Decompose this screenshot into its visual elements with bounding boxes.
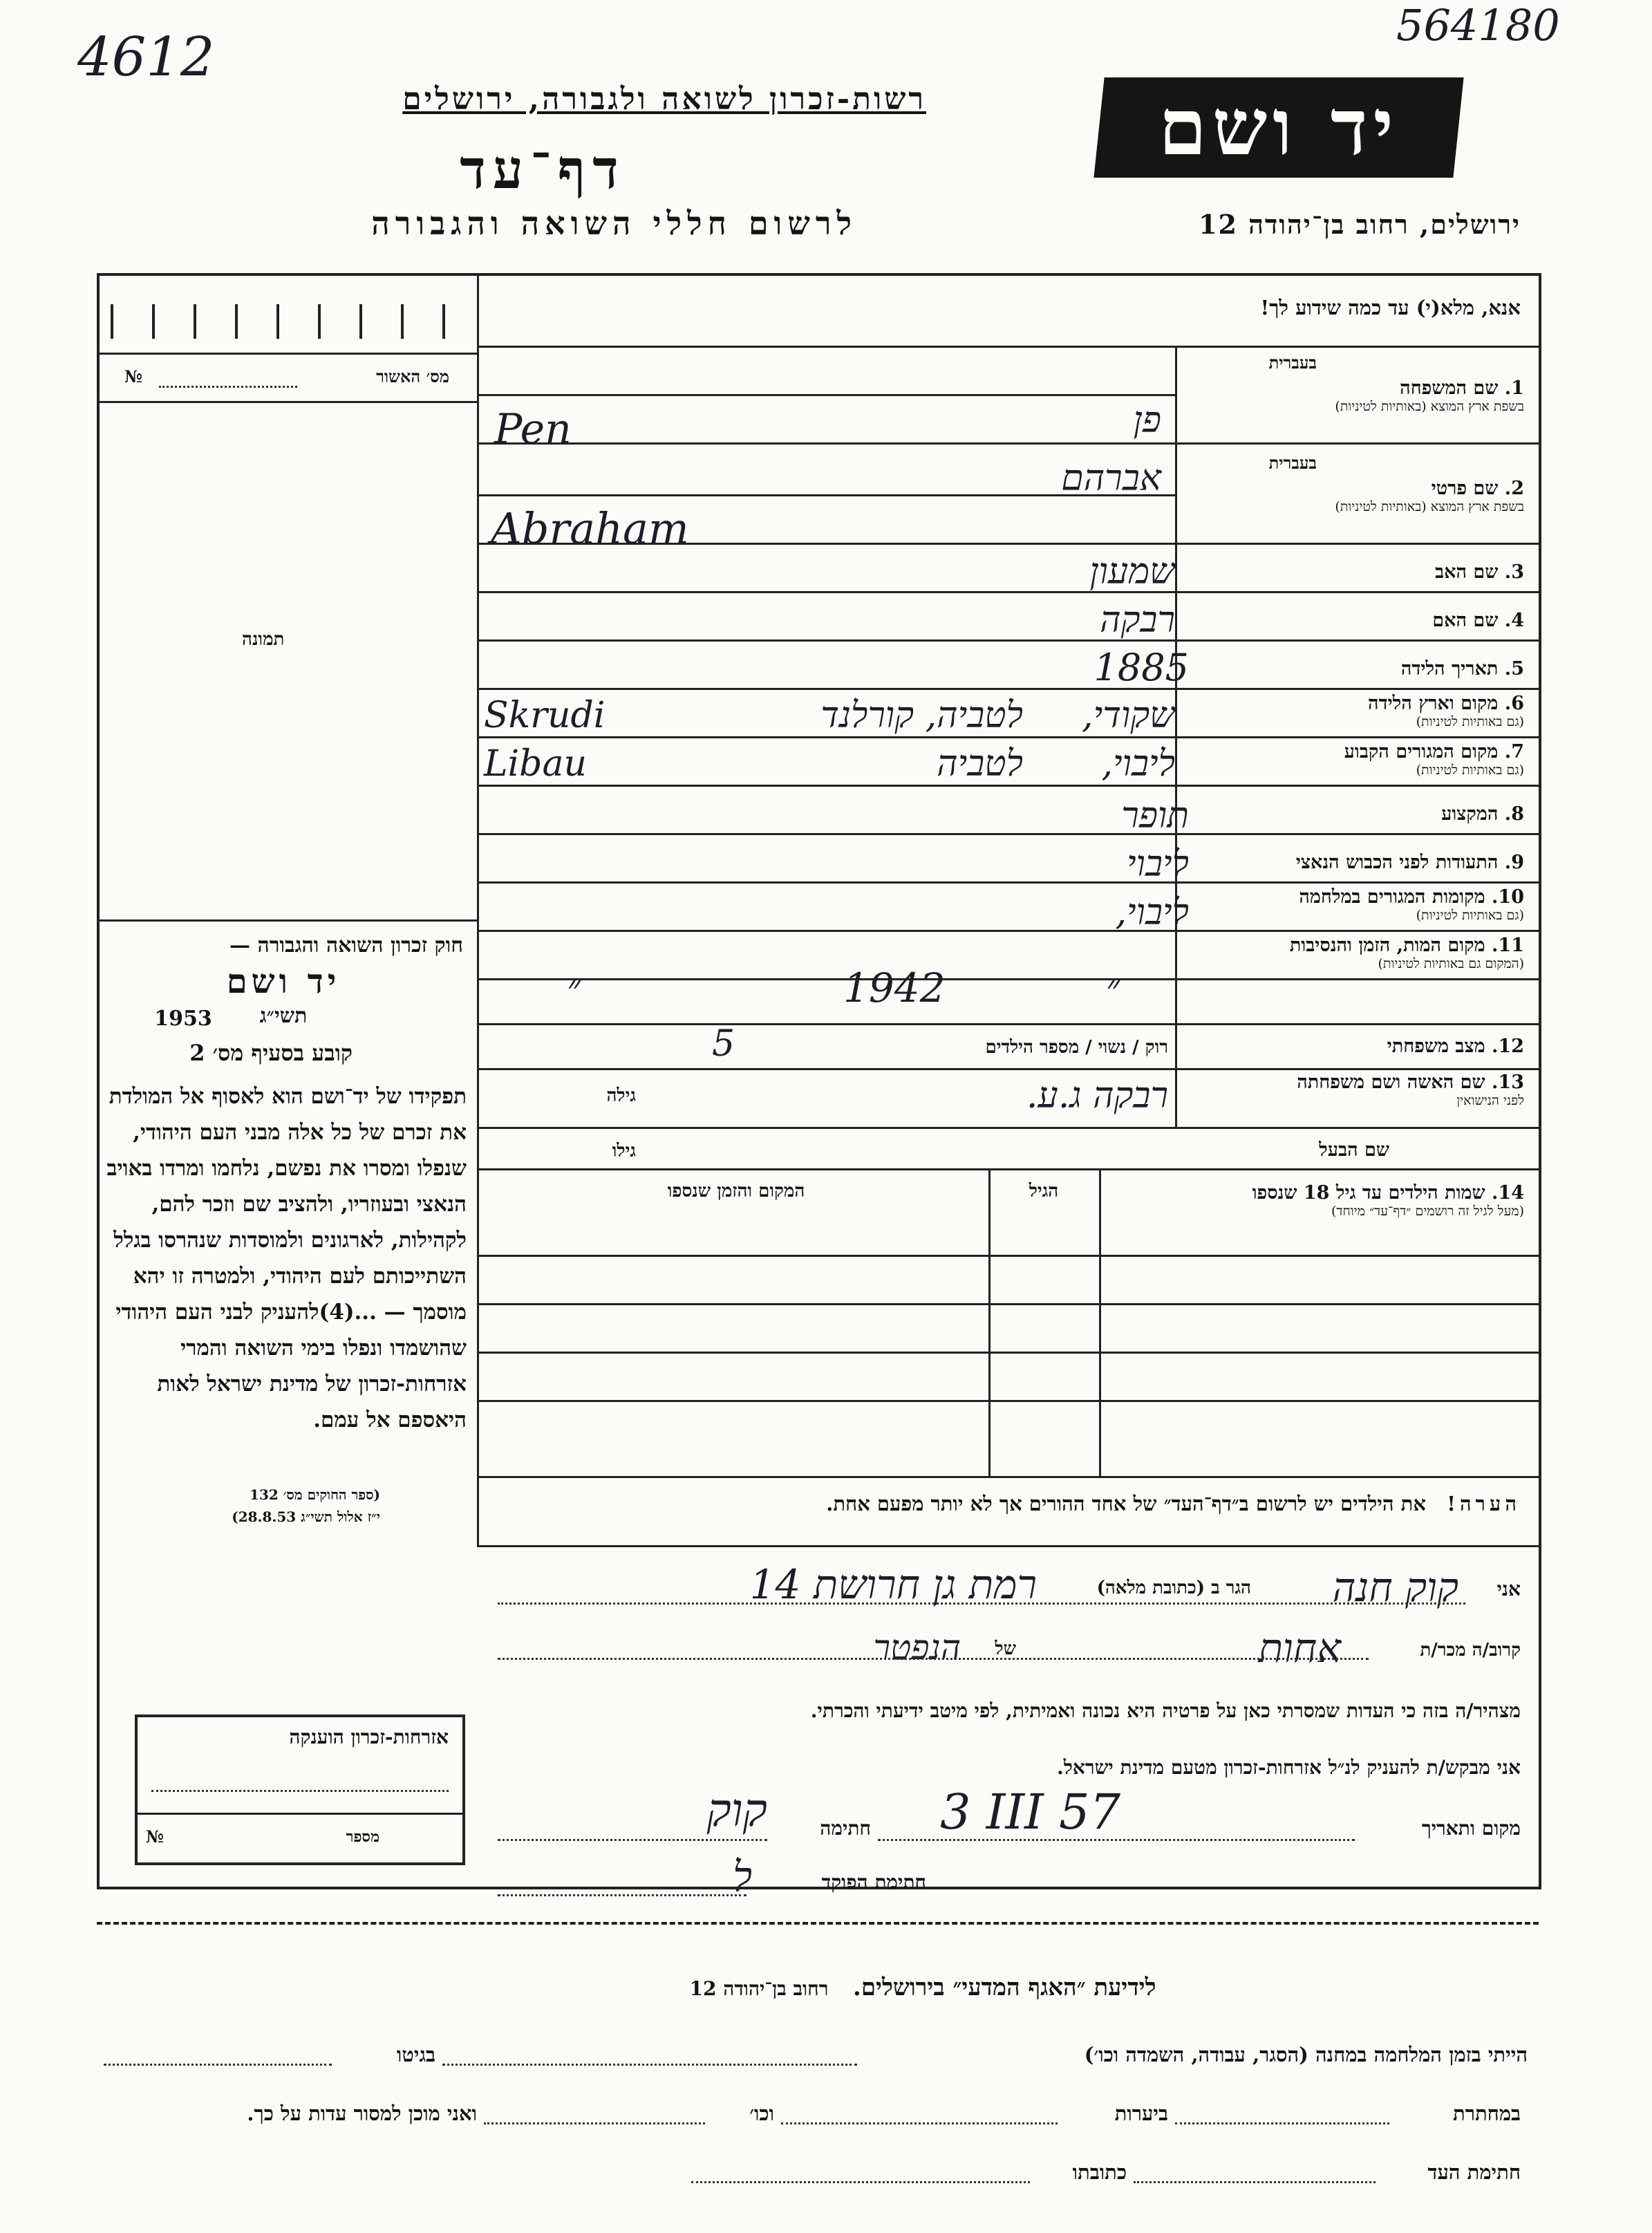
field-2-label: שם פרטי (1431, 478, 1499, 499)
law-source-1: (ספר החוקים מס׳ 132 (250, 1486, 380, 1503)
footer-line1-b: בגיטו (396, 2043, 435, 2066)
law-year: 1953 (154, 1007, 212, 1031)
footer-line2-c: וכו׳ (749, 2102, 774, 2125)
birth-place-value: לטביה, קורלנד (820, 695, 1023, 736)
honorary-citizenship-box (135, 1715, 465, 1865)
field-1-sub: בשפת ארץ המוצא (באותיות לטיניות) (1335, 399, 1524, 414)
field-2-sub: בשפת ארץ המוצא (באותיות לטיניות) (1335, 499, 1524, 514)
decl-date-value: 3 III 57 (940, 1784, 1121, 1840)
children-label: שמות הילדים עד גיל 18 שנספו (1252, 1182, 1485, 1204)
field-7-label: 7. מקום המגורים הקבוע (גם באותיות לטיניות) (1344, 741, 1524, 778)
footer-heading-main: לידיעת ״האגף המדעי״ בירושלים. (853, 1974, 1156, 2001)
decl-i-label: אני (1496, 1578, 1521, 1600)
birth-place-prefix: שקודי, (1082, 695, 1175, 736)
wartime-residence-value: ליבוי, (1115, 892, 1189, 933)
mother-name-value: רבקה (1100, 599, 1175, 641)
birth-date-value: 1885 (1093, 646, 1189, 689)
note-text: את הילדים יש לרשום ב״דף־העד״ של אחד ההורים אך לא יותר מפעם אחת. (826, 1492, 1426, 1515)
footer-heading (415, 1974, 1431, 2001)
decl-officer-value: ל (733, 1853, 753, 1901)
residence-value: לטביה (937, 743, 1023, 785)
field-13-label: 13. שם האשה ושם משפחתה לפני הנישואין (1297, 1072, 1524, 1108)
children-header: 14. שמות הילדים עד גיל 18 שנספו (מעל לגיל זה רושמים ״דף־עד״ מיוחד) (1113, 1182, 1524, 1220)
decl-affirm: מצהיר/ה בזה כי העדות שמסרתי כאן על פרטיה היא נכונה ואמיתית, לפי מיטב ידיעתי והכרתי. (810, 1699, 1521, 1722)
logo-text: יד ושם (1158, 82, 1400, 173)
decl-residing-label: הגר ב (כתובת מלאה) (1096, 1578, 1251, 1598)
first-name-hebrew-value: אברהם (1061, 458, 1161, 499)
honorary-title: אזרחות-זכרון הוענקה (289, 1726, 449, 1748)
archive-note-right: 564180 (1396, 0, 1560, 50)
surname-hebrew-value: פן (1133, 400, 1161, 441)
note-line (498, 1492, 1521, 1516)
law-source-2: י״ז אלול תשי״ג 28.8.53) (232, 1508, 380, 1525)
residence-prefix: ליבוי, (1101, 743, 1175, 785)
law-name: יד ושם (226, 962, 341, 1001)
intro-text: אנא, מלא(י) עד כמה שידוע לך! (1260, 296, 1521, 319)
children-count-value: 5 (712, 1023, 735, 1065)
decl-of-label: של (995, 1638, 1016, 1659)
decl-of-value: הנפטר (873, 1627, 961, 1667)
field-10-label: 10. מקומות המגורים במלחמה (גם באותיות לטיניות) (1299, 886, 1524, 923)
decl-i-value: קוק חנה (1332, 1564, 1458, 1611)
law-body: תפקידו של יד־ושם הוא לאסוף אל המולדת את זכרם של כל אלה מבני העם היהודי, שנפלו ומסרו את נפשם, נלחמו ומרדו באויב הנאצי ובעוזריו, ולהציב שם וזכר להם, לקהילות, לארגונים ולמוסדות שנהרסו בגלל השתייכותם לעם היהודי, ולמטרה זו יהא מוסמך — ...(4)להעניק לבני העם היהודי שהושמדו ונפלו בימי השואה והמרי אזרחות-זכרון של מדינת ישראל לאות היאספם אל עמם. (106, 1084, 467, 1432)
field-3-label: 3. שם האב (1435, 561, 1524, 583)
field-6-label: 6. מקום וארץ הלידה (גם באותיות לטיניות) (1368, 693, 1524, 729)
field-11-label: 11. מקום המות, הזמן והנסיבות (המקום גם באותיות לטיניות) (1289, 935, 1524, 971)
husband-age-label: גילו (612, 1141, 636, 1161)
note-label: הערה! (1447, 1492, 1521, 1515)
death-ditto-2: ״ (567, 968, 581, 1009)
archive-note-left: 4612 (77, 26, 215, 88)
profession-value: תופר (1121, 795, 1189, 837)
field-8-label: 8. המקצוע (1441, 803, 1524, 825)
wife-age-label: גילה (606, 1085, 636, 1106)
office-address: ירושלים, רחוב בן־יהודה 12 (1199, 209, 1521, 240)
approval-no-label: מס׳ האשור (376, 366, 449, 386)
residence-latin: Libau (484, 743, 587, 785)
footer-line2-d: ואני מוכן למסור עדות על כך. (247, 2102, 477, 2125)
field-1-hebrew-hint: בעברית (1268, 353, 1317, 373)
law-title: חוק זכרון השואה והגבורה — (229, 933, 463, 957)
death-ditto-1: ״ (1106, 968, 1120, 1009)
law-hebrew-year: תשי״ג (259, 1004, 308, 1028)
children-sub: (מעל לגיל זה רושמים ״דף־עד״ מיוחד) (1331, 1204, 1524, 1219)
field-4-label: 4. שם האם (1432, 610, 1524, 631)
field-12-label: 12. מצב משפחתי (1387, 1036, 1524, 1057)
husband-name-label: שם הבעל (1319, 1139, 1389, 1161)
death-year-value: 1942 (843, 964, 946, 1011)
footer-line3-a: חתימת העד (1427, 2160, 1521, 2184)
photo-label: תמונה (242, 629, 285, 650)
law-clause: קובע בסעיף מס׳ 2 (189, 1040, 353, 1066)
children-age-header: הגיל (1029, 1181, 1059, 1202)
form-subtitle: לרשום חללי השואה והגבורה (371, 205, 857, 242)
field-2-labels: בעברית 2. שם פרטי בשפת ארץ המוצא (באותיות לטיניות) (1182, 453, 1524, 515)
wife-name-value: רבקה ג.ע. (1026, 1075, 1168, 1116)
footer-line2-b: ביערות (1114, 2102, 1168, 2125)
field-9-label: 9. התעודות לפני הכבוש הנאצי (1295, 852, 1524, 873)
field-1-labels: בעברית 1. שם המשפחה בשפת ארץ המוצא (באותיות לטיניות) (1182, 353, 1524, 415)
surname-latin-value: Pen (494, 405, 572, 454)
field-5-label: 5. תאריך הלידה (1400, 658, 1524, 680)
decl-signature-value: קוק (706, 1784, 767, 1837)
marital-options: רוק / נשוי / מספר הילדים (985, 1037, 1168, 1058)
punch-marks (111, 304, 463, 339)
footer-line3-b: כתובתו (1072, 2160, 1127, 2184)
left-column-divider (477, 273, 479, 1545)
first-name-latin-value: Abraham (491, 503, 689, 554)
decl-relation-value: אחות (1258, 1625, 1341, 1672)
yad-vashem-logo (1093, 77, 1463, 178)
footer-line1-a: הייתי בזמן המלחמה במחנה (הסגר, עבודה, השמדה וכו׳) (1084, 2043, 1528, 2066)
decl-relation-label: קרוב/ה מכר/ת (1420, 1640, 1521, 1661)
children-place-header: המקום והזמן שנספו (667, 1181, 805, 1202)
field-1-label: שם המשפחה (1400, 377, 1499, 399)
pre-occupation-value: ליבוי (1127, 843, 1189, 885)
decl-place-date-label: מקום ותאריך (1421, 1817, 1521, 1840)
father-name-value: שמעון (1089, 551, 1175, 592)
decl-officer-label: חתימת הפוקד (821, 1871, 926, 1894)
decl-residing-value: רמת גן חרושת 14 (749, 1561, 1037, 1608)
footer-line2-a: במחתרת (1453, 2102, 1521, 2125)
children-age-divider (988, 1168, 991, 1476)
honorary-number-label: מספר (346, 1828, 379, 1846)
honorary-number-sign: № (146, 1826, 165, 1847)
field-2-hebrew-hint: בעברית (1268, 453, 1317, 473)
children-name-divider (1099, 1168, 1101, 1476)
approval-no-sign: № (124, 366, 143, 386)
decl-request: אני מבקש/ת להעניק לנ״ל אזרחות-זכרון מטעם מדינת ישראל. (1057, 1756, 1521, 1779)
authority-name: רשות-זכרון לשואה ולגבורה, ירושלים (402, 82, 926, 117)
decl-signature-label: חתימה (820, 1817, 871, 1840)
form-title: דף־עד (460, 138, 626, 201)
footer-heading-address: רחוב בן־יהודה 12 (689, 1977, 829, 2000)
birth-place-latin: Skrudi (484, 695, 606, 736)
